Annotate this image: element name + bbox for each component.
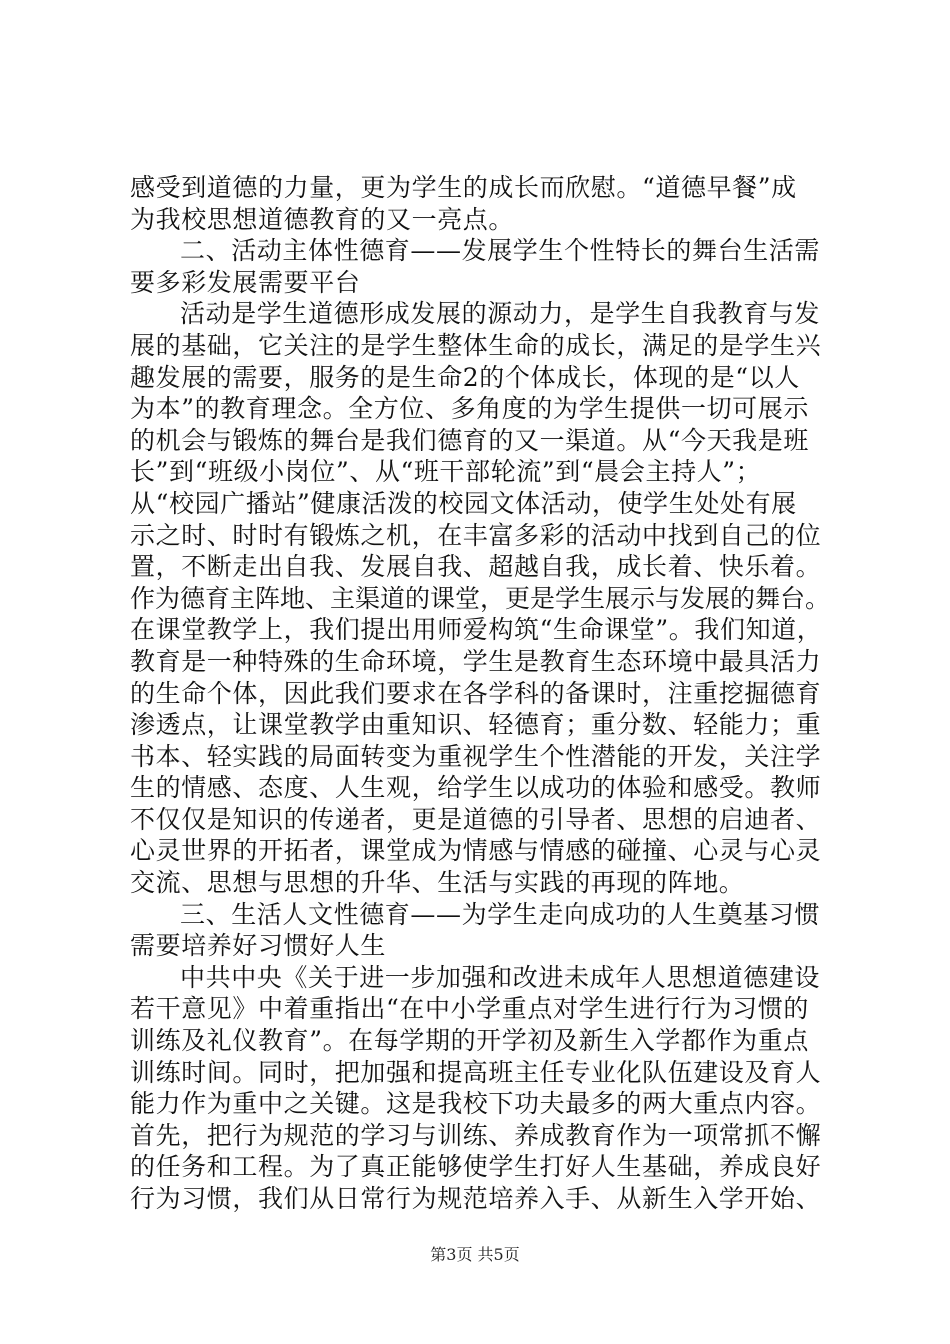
text-line: 训练及礼仪教育”。在每学期的开学初及新生入学都作为重点 <box>130 1026 809 1056</box>
text-line: 作为德育主阵地、主渠道的课堂，更是学生展示与发展的舞台。 <box>130 583 830 613</box>
text-line: 交流、思想与思想的升华、生活与实践的再现的阵地。 <box>130 868 745 898</box>
text-line: 三、生活人文性德育——为学生走向成功的人生奠基习惯 <box>180 899 821 929</box>
text-line: 书本、轻实践的局面转变为重视学生个性潜能的开发，关注学 <box>130 741 822 771</box>
text-line: 能力作为重中之关键。这是我校下功夫最多的两大重点内容。 <box>130 1089 822 1119</box>
text-line: 趣发展的需要，服务的是生命2的个体成长，体现的是“以人 <box>130 362 800 392</box>
text-line: 心灵世界的开拓者，课堂成为情感与情感的碰撞、心灵与心灵 <box>130 836 822 866</box>
text-line: 活动是学生道德形成发展的源动力，是学生自我教育与发 <box>180 299 821 329</box>
text-line: 感受到道德的力量，更为学生的成长而欣慰。“道德早餐”成 <box>130 173 797 202</box>
text-line: 示之时、时时有锻炼之机，在丰富多彩的活动中找到自己的位 <box>130 520 822 550</box>
text-line: 需要培养好习惯好人生 <box>130 931 387 961</box>
text-line: 二、活动主体性德育——发展学生个性特长的舞台生活需 <box>180 236 821 266</box>
text-line: 为本”的教育理念。全方位、多角度的为学生提供一切可展示 <box>130 394 809 424</box>
text-line: 不仅仅是知识的传递者，更是道德的引导者、思想的启迪者、 <box>130 804 822 834</box>
text-line: 渗透点，让课堂教学由重知识、轻德育；重分数、轻能力；重 <box>130 710 822 740</box>
text-line: 在课堂教学上，我们提出用师爱构筑“生命课堂”。我们知道， <box>130 615 823 645</box>
text-line: 置，不断走出自我、发展自我、超越自我，成长着、快乐着。 <box>130 552 822 582</box>
text-line: 中共中央《关于进一步加强和改进未成年人思想道德建设 <box>180 962 821 992</box>
text-line: 若干意见》中着重指出“在中小学重点对学生进行行为习惯的 <box>130 994 809 1024</box>
text-line: 要多彩发展需要平台 <box>130 267 361 297</box>
text-line: 的任务和工程。为了真正能够使学生打好人生基础，养成良好 <box>130 1152 822 1182</box>
text-line: 的生命个体，因此我们要求在各学科的备课时，注重挖掘德育 <box>130 678 822 708</box>
text-line: 从“校园广播站”健康活泼的校园文体活动，使学生处处有展 <box>130 488 797 518</box>
text-line: 长”到“班级小岗位”、从“班干部轮流”到“晨会主持人”； <box>130 457 762 487</box>
text-line: 行为习惯，我们从日常行为规范培养入手、从新生入学开始、 <box>130 1184 822 1213</box>
text-line: 训练时间。同时，把加强和提高班主任专业化队伍建设及育人 <box>130 1057 822 1087</box>
text-line: 生的情感、态度、人生观，给学生以成功的体验和感受。教师 <box>130 773 822 803</box>
text-line: 展的基础，它关注的是学生整体生命的成长，满足的是学生兴 <box>130 330 822 360</box>
text-line: 教育是一种特殊的生命环境，学生是教育生态环境中最具活力 <box>130 646 822 676</box>
page-footer: 第3页 共5页 <box>430 1245 520 1264</box>
text-line: 首先，把行为规范的学习与训练、养成教育作为一项常抓不懈 <box>130 1120 822 1150</box>
text-line: 为我校思想道德教育的又一亮点。 <box>130 204 515 234</box>
document-body <box>130 172 830 1215</box>
text-line: 的机会与锻炼的舞台是我们德育的又一渠道。从“今天我是班 <box>130 425 809 455</box>
